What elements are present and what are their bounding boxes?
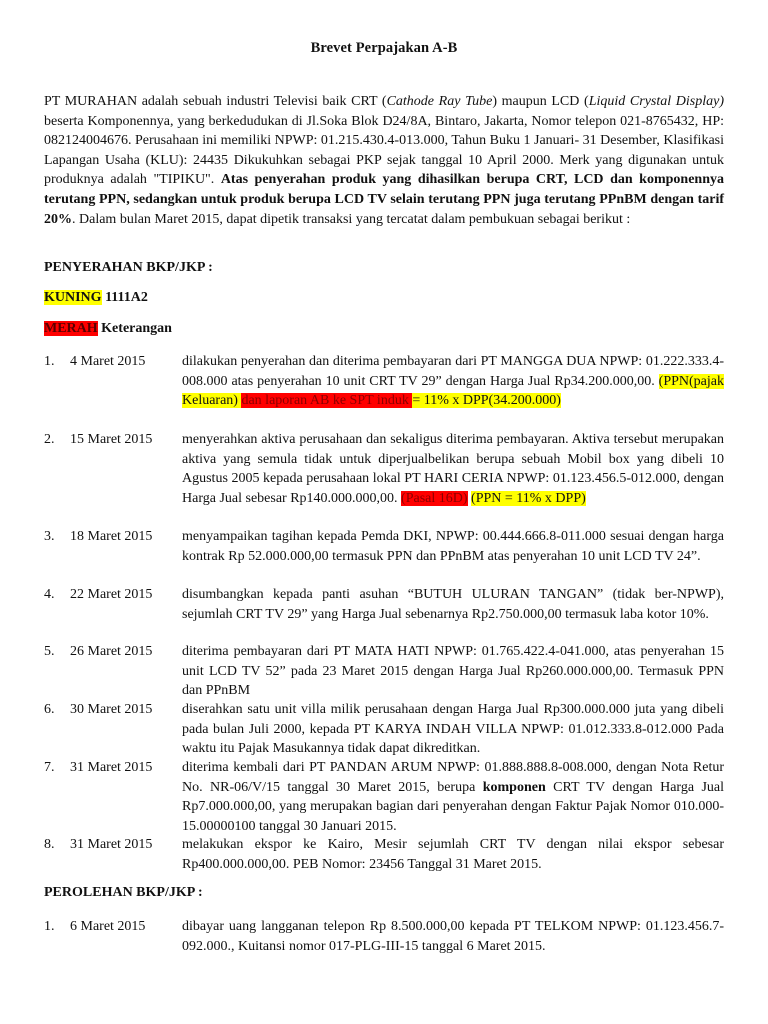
legend-red-text: Keterangan	[97, 321, 172, 336]
item-number: 4.	[44, 587, 55, 602]
item-description	[182, 758, 724, 836]
item-date: 31 Maret 2015	[70, 760, 153, 775]
item-number: 8.	[44, 837, 55, 852]
item-description: dibayar uang langganan telepon Rp 8.500.000,00 kepada PT TELKOM NPWP: 01.123.456.7-092.000., Kuitansi nomor 017-PLG-III-15 tanggal 6 Maret 2015.	[182, 919, 724, 954]
item-number: 7.	[44, 760, 55, 775]
item-description: melakukan ekspor ke Kairo, Mesir sejumlah CRT TV dengan nilai ekspor sebesar Rp400.000.000,00. PEB Nomor: 23456 Tanggal 31 Maret 2015.	[182, 837, 724, 872]
intro-bold-statement: Atas penyerahan produk yang dihasilkan berupa CRT, LCD dan komponennya terutang PPN, sedangkan untuk produk berupa LCD TV selain terutang PPN juga terutang PPnBM dengan tarif 20%	[44, 172, 724, 227]
highlight-red: dan laporan AB ke SPT induk	[241, 393, 413, 409]
intro-text: beserta Komponennya, yang berkedudukan di Jl.Soka Blok D24/8A, Bintaro, Jakarta, Nomor telepon 021-8765432, HP: 082124004676. Perusahaan ini memiliki NPWP: 01.215.430.4-013.000, Tahun Buku 1 Januari- 31 Desember, Klasifikasi Lapangan Usaha (KLU): 24435 Dikukuhkan sebagai PKP sejak tanggal 10 April 2000. Merk yang digunakan untuk produknya adalah "TIPIKU".	[44, 113, 724, 188]
item-number: 1.	[44, 919, 55, 934]
intro-text: ) maupun LCD (	[492, 94, 589, 109]
legend-yellow-text: 1111A2	[101, 290, 148, 305]
item-description	[182, 352, 724, 411]
intro-text: . Dalam bulan Maret 2015, dapat dipetik transaksi yang tercatat dalam pembukuan sebagai berikut :	[72, 211, 631, 227]
item-date: 6 Maret 2015	[70, 919, 146, 934]
legend-yellow	[44, 290, 148, 306]
item-date: 30 Maret 2015	[70, 702, 153, 717]
item-date: 26 Maret 2015	[70, 644, 153, 659]
item-number: 6.	[44, 702, 55, 717]
legend-red-label: MERAH	[44, 321, 98, 336]
item-date: 15 Maret 2015	[70, 432, 153, 447]
item-description: diterima pembayaran dari PT MATA HATI NPWP: 01.765.422.4-041.000, atas penyerahan 15 unit LCD TV 52” pada 23 Maret 2015 dengan Harga Jual Rp260.000.000,00. Termasuk PPN dan PPnBM	[182, 644, 724, 699]
item-date: 18 Maret 2015	[70, 529, 153, 544]
intro-text: PT MURAHAN adalah sebuah industri Televisi baik CRT (	[44, 94, 387, 109]
legend-yellow-label: KUNING	[44, 290, 102, 305]
item-text: CRT TV dengan Harga Jual Rp7.000.000,00, yang merupakan bagian dari penyerahan dengan Faktur Pajak Nomor 010.000-15.00000100 tanggal 30 Januari 2015.	[182, 779, 724, 834]
item-date: 31 Maret 2015	[70, 837, 153, 852]
section-heading-perolehan: PEROLEHAN BKP/JKP :	[44, 885, 203, 900]
item-number: 2.	[44, 432, 55, 447]
section-heading-penyerahan: PENYERAHAN BKP/JKP :	[44, 260, 213, 275]
item-description	[182, 430, 724, 508]
highlight-yellow: (PPN = 11% x DPP)	[471, 490, 586, 506]
highlight-red: (Pasal 16D)	[401, 490, 468, 506]
intro-paragraph	[44, 92, 724, 229]
item-description: disumbangkan kepada panti asuhan “BUTUH ULURAN TANGAN” (tidak ber-NPWP), sejumlah CRT TV 29” yang Harga Jual sebenarnya Rp2.750.000,00 termasuk laba kotor 10%.	[182, 587, 724, 622]
highlight-yellow: = 11% x DPP(34.200.000)	[412, 393, 561, 409]
item-number: 1.	[44, 354, 55, 369]
item-number: 5.	[44, 644, 55, 659]
item-text: diterima kembali dari PT PANDAN ARUM NPWP: 01.888.888.8-008.000, dengan Nota Retur No. NR-06/V/15 tanggal 30 Maret 2015, berupa	[182, 760, 724, 795]
legend-red	[44, 321, 172, 337]
item-bold-komponen: komponen	[482, 779, 546, 795]
item-date: 22 Maret 2015	[70, 587, 153, 602]
item-text: menyerahkan aktiva perusahaan dan sekaligus diterima pembayaran. Aktiva tersebut merupakan aktiva yang semula tidak untuk diperjualbelikan berupa sebuah Mobil box yang dibeli 10 Agustus 2005 kepada perusahaan lokal PT HARI CERIA NPWP: 01.123.456.5-012.000, dengan Harga Jual sebesar Rp140.000.000,00.	[182, 432, 724, 506]
document-title: Brevet Perpajakan A-B	[310, 40, 458, 56]
item-date: 4 Maret 2015	[70, 354, 146, 369]
item-description: diserahkan satu unit villa milik perusahaan dengan Harga Jual Rp300.000.000 juta yang dibeli pada bulan Juli 2000, kepada PT KARYA INDAH VILLA NPWP: 01.012.333.8-012.000 Pada waktu itu Pajak Masukannya tidak dapat dikreditkan.	[182, 702, 724, 757]
item-text: dilakukan penyerahan dan diterima pembayaran dari PT MANGGA DUA NPWP: 01.222.333.4-008.000 atas penyerahan 10 unit CRT TV 29” dengan Harga Jual Rp34.200.000,00.	[182, 354, 724, 389]
item-description: menyampaikan tagihan kepada Pemda DKI, NPWP: 00.444.666.8-011.000 sesuai dengan harga kontrak Rp 52.000.000,00 termasuk PPN dan PPnBM atas penyerahan 10 unit LCD TV 24”.	[182, 529, 724, 564]
intro-italic-lcd: Liquid Crystal Display)	[588, 94, 724, 109]
item-number: 3.	[44, 529, 55, 544]
intro-italic-crt: Cathode Ray Tube	[386, 94, 493, 109]
highlight-yellow: (PPN(pajak Keluaran)	[182, 373, 724, 409]
